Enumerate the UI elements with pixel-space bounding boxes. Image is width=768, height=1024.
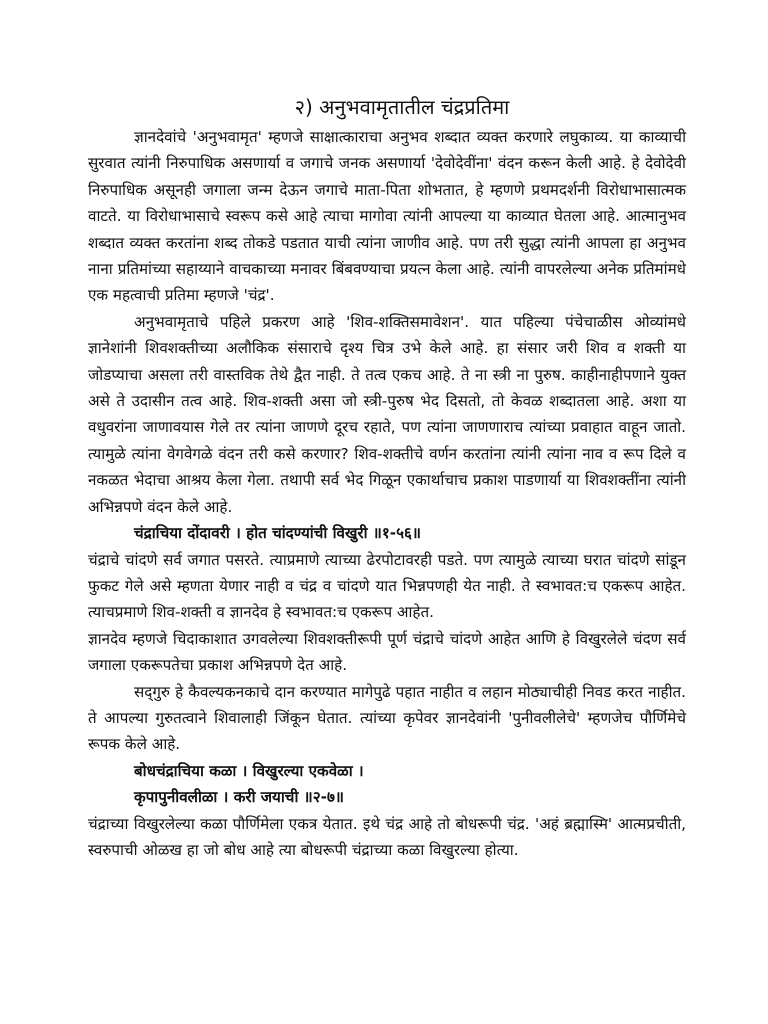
paragraph-sadguru: सद्‌गुरु हे कैवल्यकनकाचे दान करण्यात मागेपुढे पहात नाहीत व लहान मोठ्याचीही निवड करत नाहीत. ते आपल्या गुरुतत्वाने शिवालाही जिंकून घेतात. त्यांच्या कृपेवर ज्ञानदेवांनी 'पुनीवलीलेचे' म्हणजेच पौर्णिमेचे रूपक केले आहे. bbox=[88, 682, 686, 754]
verse-2-7-line-1: बोधचंद्राचिया कळा । विखुरल्या एकवेळा । bbox=[134, 761, 364, 780]
paragraph-dnyandev-moonlight: ज्ञानदेव म्हणजे चिदाकाशात उगवलेल्या शिवशक्तीरूपी पूर्ण चंद्राचे चांदणे आहेत आणि हे विखुरलेले चंदण सर्व जगाला एकरूपतेचा प्रकाश अभिन्नपणे देत आहे. bbox=[88, 629, 686, 675]
verse-1-56: चंद्राचिया दोंदावरी । होत चांदण्यांची विखुरी ॥१-५६॥ bbox=[134, 524, 421, 543]
paragraph-shiv-shakti: अनुभवामृताचे पहिले प्रकरण आहे 'शिव-शक्तिसमावेशन'. यात पहिल्या पंचेचाळीस ओव्यांमधे ज्ञानेशांनी शिवशक्तीच्या अलौकिक संसाराचे दृश्य चित्र उभे केले आहे. हा संसार जरी शिव व शक्ती या जोडप्याचा असला तरी वास्तविक तेथे द्वैत नाही. ते तत्व एकच आहे. ते ना स्त्री ना पुरुष. काहीनाहीपणाने युक्त असे ते उदासीन तत्व आहे. शिव-शक्ती असा जो स्त्री-पुरुष भेद दिसतो, तो केवळ शब्दातला आहे. अशा या वधुवरांना जाणावयास गेले तर त्यांना जाणणे दूरच रहाते, पण त्यांना जाणणाराच त्यांच्या प्रवाहात वाहून जातो. त्यामुळे त्यांना वेगवेगळे वंदन तरी कसे करणार? शिव-शक्तीचे वर्णन करतांना त्यांनी त्यांना नाव व रूप दिले व नकळत भेदाचा आश्रय केला गेला. तथापी सर्व भेद गिळून एकार्थाचाच प्रकाश पाडणार्या या शिवशक्तींना त्यांनी अभिन्नपणे वंदन केले आहे. bbox=[88, 312, 686, 516]
paragraph-bodh-chandra: चंद्राच्या विखुरलेल्या कळा पौर्णिमेला एकत्र येतात. इथे चंद्र आहे तो बोधरूपी चंद्र. 'अहं ब्रह्मास्मि' आत्मप्रचीती, स्वरुपाची ओळख हा जो बोध आहे त्या बोधरूपी चंद्राच्या कळा विखुरल्या होत्या. bbox=[88, 814, 686, 859]
document-page bbox=[88, 92, 686, 863]
paragraph-moonlight: चंद्राचे चांदणे सर्व जगात पसरते. त्याप्रमाणे त्याच्या ढेरपोटावरही पडते. पण त्यामुळे त्याच्या घरात चांदणे सांडून फुकट गेले असे म्हणता येणार नाही व चंद्र व चांदणे यात भिन्नपणही येत नाही. ते स्वभावत:च एकरूप आहेत. त्याचप्रमाणे शिव-शक्ती व ज्ञानदेव हे स्वभावत:च एकरूप आहेत. bbox=[88, 550, 686, 622]
document-title: २) अनुभवामृतातील चंद्रप्रतिमा bbox=[294, 95, 510, 119]
paragraph-intro: ज्ञानदेवांचे 'अनुभवामृत' म्हणजे साक्षात्काराचा अनुभव शब्दात व्यक्त करणारे लघुकाव्य. या काव्याची सुरवात त्यांनी निरुपाधिक असणार्या व जगाचे जनक असणार्या 'देवोदेवींना' वंदन करून केली आहे. हे देवोदेवी निरुपाधिक असूनही जगाला जन्म देऊन जगाचे माता-पिता शोभतात, हे म्हणणे प्रथमदर्शनी विरोधाभासात्मक वाटते. या विरोधाभासाचे स्वरूप कसे आहे त्याचा मागोवा त्यांनी आपल्या या काव्यात घेतला आहे. आत्मानुभव शब्दात व्यक्त करतांना शब्द तोकडे पडतात याची त्यांना जाणीव आहे. पण तरी सुद्धा त्यांनी आपला हा अनुभव नाना प्रतिमांच्या सहाय्याने वाचकाच्या मनावर बिंबवण्याचा प्रयत्न केला आहे. त्यांनी वापरलेल्या अनेक प्रतिमांमधे एक महत्वाची प्रतिमा म्हणजे 'चंद्र'. bbox=[88, 128, 686, 305]
verse-2-7-line-2: कृपापुनीवलीळा । करी जयाची ॥२-७॥ bbox=[134, 788, 344, 807]
